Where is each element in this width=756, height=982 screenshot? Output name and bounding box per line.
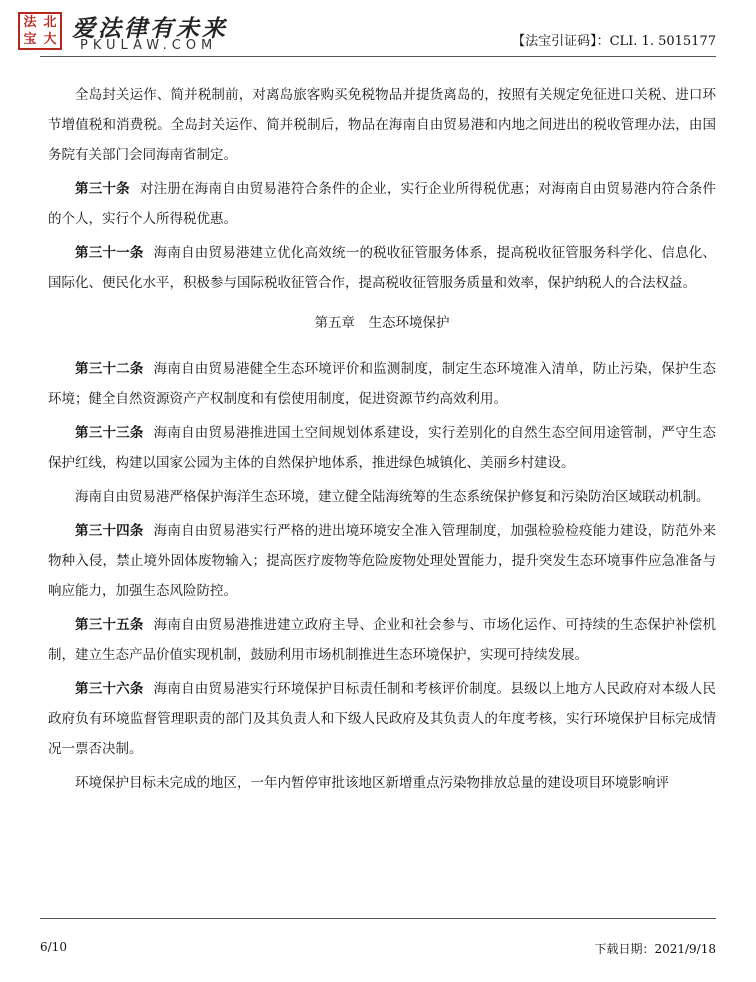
- paragraph-text: 海南自由贸易港实行环境保护目标责任制和考核评价制度。县级以上地方人民政府对本级人民政府负有环境监督管理职责的部门及其负责人和下级人民政府及其负责人的年度考核，实行环境保护目标完成情况一票否决制。: [48, 681, 717, 757]
- download-date: 下载日期：2021/9/18: [594, 942, 716, 956]
- paragraph-text: 环境保护目标未完成的地区，一年内暂停审批该地区新增重点污染物排放总量的建设项目环境影响评: [75, 775, 669, 791]
- logo-char: 法: [23, 15, 37, 30]
- paragraph: [48, 674, 716, 764]
- paragraph: [48, 80, 716, 170]
- paragraph: [48, 482, 716, 512]
- paragraph: [48, 610, 716, 670]
- paragraph: [48, 238, 716, 298]
- footer-divider: [40, 918, 716, 919]
- paragraph-text: 海南自由贸易港推进建立政府主导、企业和社会参与、市场化运作、可持续的生态保护补偿机制，建立生态产品价值实现机制，鼓励利用市场机制推进生态环境保护，实现可持续发展。: [48, 617, 717, 663]
- logo-char: 大: [43, 32, 57, 47]
- pkulaw-logo-seal: [18, 12, 62, 50]
- paragraph-text: 海南自由贸易港建立优化高效统一的税收征管服务体系，提高税收征管服务科学化、信息化、国际化、便民化水平，积极参与国际税收征管合作，提高税收征管服务质量和效率，保护纳税人的合法权益。: [48, 245, 717, 291]
- paragraph-text: 海南自由贸易港实行严格的进出境环境安全准入管理制度，加强检验检疫能力建设，防范外来物种入侵，禁止境外固体废物输入；提高医疗废物等危险废物处理处置能力，提升突发生态环境事件应急准备与响应能力，加强生态风险防控。: [48, 523, 717, 599]
- article-number: 第三十条: [75, 181, 130, 197]
- paragraph-text: 对注册在海南自由贸易港符合条件的企业，实行企业所得税优惠；对海南自由贸易港内符合条件的个人，实行个人所得税优惠。: [48, 181, 717, 227]
- paragraph: [48, 516, 716, 606]
- citation-code: 【法宝引证码】：CLI. 1. 5015177: [512, 34, 716, 49]
- logo-char: 宝: [23, 32, 37, 47]
- article-number: 第三十五条: [75, 617, 144, 633]
- header-divider: [40, 56, 716, 57]
- page-header: [0, 0, 756, 60]
- article-number: 第三十三条: [75, 425, 144, 441]
- logo-domain: PKULAW.COM: [80, 38, 218, 53]
- article-number: 第三十四条: [75, 523, 144, 539]
- paragraph-text: 全岛封关运作、简并税制前，对离岛旅客购买免税物品并提货离岛的，按照有关规定免征进口关税、进口环节增值税和消费税。全岛封关运作、简并税制后，物品在海南自由贸易港和内地之间进出的税收管理办法，由国务院有关部门会同海南省制定。: [48, 87, 716, 163]
- article-number: 第三十一条: [75, 245, 144, 261]
- chapter-title: 第五章 生态环境保护: [314, 315, 450, 331]
- paragraph: [48, 354, 716, 414]
- logo-char: 北: [43, 15, 57, 30]
- page-number: 6/10: [40, 940, 67, 954]
- logo-slogan: 爱法律有未来: [72, 15, 228, 42]
- paragraph-text: 海南自由贸易港健全生态环境评价和监测制度，制定生态环境准入清单，防止污染，保护生态环境；健全自然资源资产产权制度和有偿使用制度，促进资源节约高效利用。: [48, 361, 717, 407]
- paragraph: [48, 768, 716, 798]
- document-body: [48, 80, 716, 802]
- paragraph: [48, 418, 716, 478]
- paragraph: [48, 174, 716, 234]
- article-number: 第三十二条: [75, 361, 144, 377]
- article-number: 第三十六条: [75, 681, 144, 697]
- paragraph-text: 海南自由贸易港严格保护海洋生态环境，建立健全陆海统筹的生态系统保护修复和污染防治区域联动机制。: [75, 489, 710, 505]
- paragraph-text: 海南自由贸易港推进国土空间规划体系建设，实行差别化的自然生态空间用途管制，严守生态保护红线，构建以国家公园为主体的自然保护地体系，推进绿色城镇化、美丽乡村建设。: [48, 425, 717, 471]
